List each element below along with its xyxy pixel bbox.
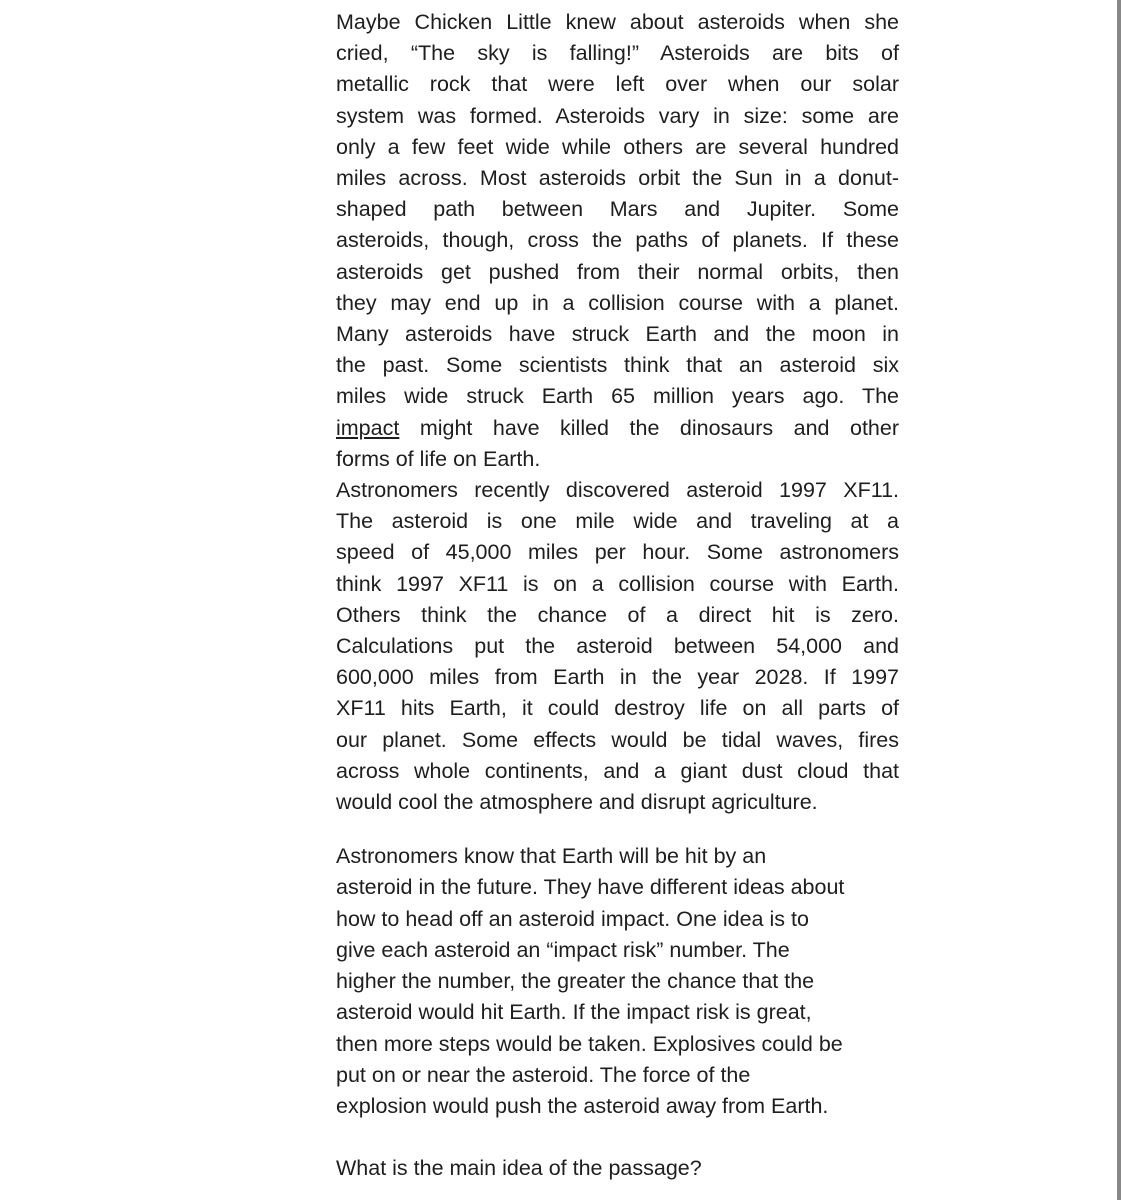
paragraph-2 [336,475,899,818]
text-line: put on or near the asteroid. The force of the [336,1062,751,1087]
text-line: would cool the atmosphere and disrupt agriculture. [336,790,818,815]
text-line: The asteroid is one mile wide and traveling at a [336,509,899,534]
text-line: Many asteroids have struck Earth and the moon in [336,322,899,347]
passage [336,7,899,1184]
text-line: Calculations put the asteroid between 54,000 and [336,634,899,659]
text-line: our planet. Some effects would be tidal waves, fires [336,727,899,752]
text-line: miles across. Most asteroids orbit the Sun in a donut- [336,166,899,191]
text-line: shaped path between Mars and Jupiter. Some [336,197,899,222]
text-line: Maybe Chicken Little knew about asteroids when she [336,10,899,34]
text-line: system was formed. Asteroids vary in size: some are [336,103,899,128]
paragraph-1 [336,7,899,475]
scrollbar[interactable] [1117,0,1121,1200]
text-line: metallic rock that were left over when our solar [336,72,899,97]
text-line: explosion would push the asteroid away from Earth. [336,1093,829,1118]
text-line: asteroids, though, cross the paths of planets. If these [336,228,899,253]
text-line: higher the number, the greater the chance that the [336,969,815,994]
text-line: speed of 45,000 miles per hour. Some astronomers [336,540,899,565]
text-line: they may end up in a collision course with a planet. [336,290,899,315]
text-line: Astronomers recently discovered asteroid 1997 XF11. [336,478,899,503]
text-line: the past. Some scientists think that an asteroid six [336,353,899,378]
text-line: asteroids get pushed from their normal orbits, then [336,259,899,284]
text-line: then more steps would be taken. Explosives could be [336,1031,843,1056]
text-line: asteroid would hit Earth. If the impact risk is great, [336,1000,812,1025]
question-text: What is the main idea of the passage? [336,1156,702,1181]
underlined-word: impact [336,415,400,440]
text-line [336,413,899,444]
text-line: Astronomers know that Earth will be hit by an [336,844,767,869]
paragraph-3 [336,841,899,1122]
text-line: asteroid in the future. They have different ideas about [336,875,845,900]
text-line: think 1997 XF11 is on a collision course with Earth. [336,571,899,596]
text-span: might have killed the dinosaurs and other [399,415,899,440]
text-line: only a few feet wide while others are several hundred [336,134,899,159]
text-line: miles wide struck Earth 65 million years ago. The [336,384,899,409]
text-line: XF11 hits Earth, it could destroy life on all parts of [336,696,899,721]
text-line: across whole continents, and a giant dust cloud that [336,758,899,783]
text-line: Others think the chance of a direct hit is zero. [336,602,899,627]
text-line: how to head off an asteroid impact. One idea is to [336,906,809,931]
text-line: forms of life on Earth. [336,446,541,471]
text-line: give each asteroid an “impact risk” number. The [336,937,790,962]
text-line: 600,000 miles from Earth in the year 2028. If 1997 [336,665,899,690]
text-line: cried, “The sky is falling!” Asteroids are bits of [336,41,899,66]
